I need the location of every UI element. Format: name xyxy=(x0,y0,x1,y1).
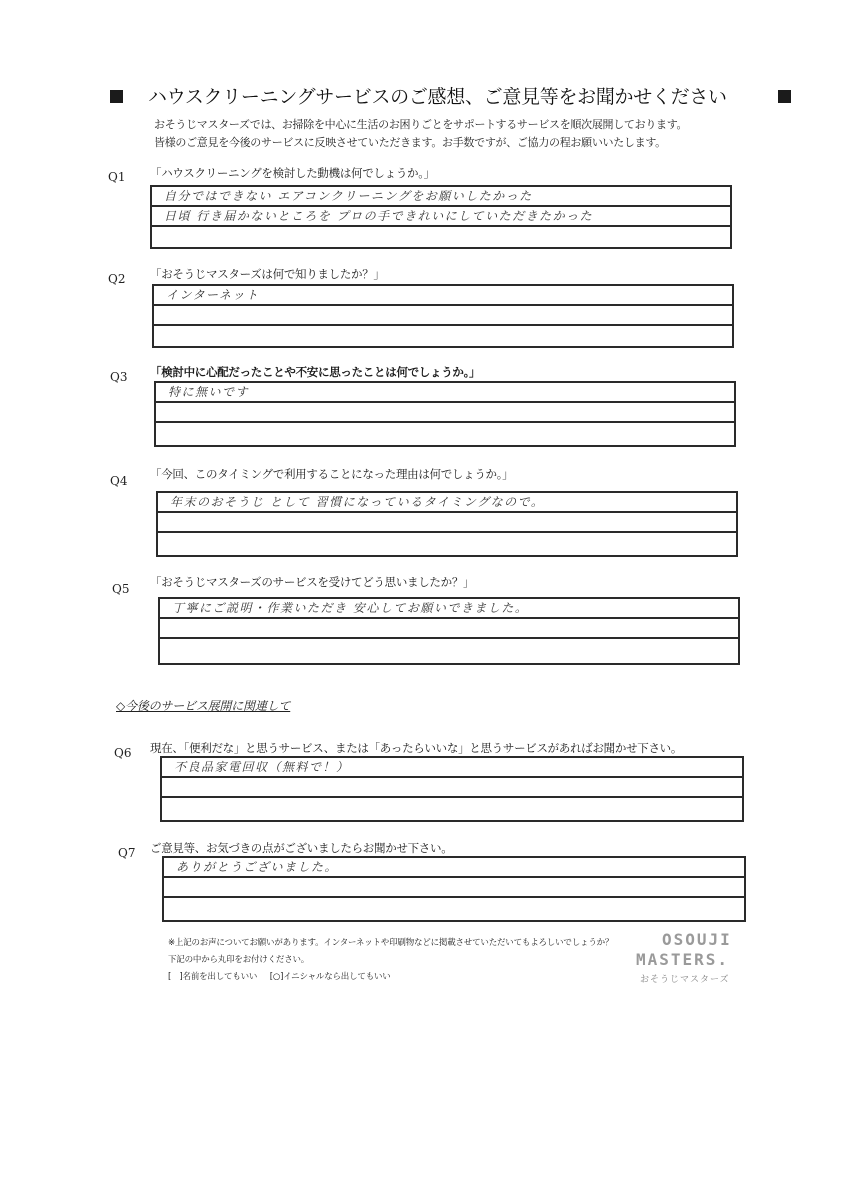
handwritten-answer: 自分ではできない エアコンクリーニングをお願いしたかった xyxy=(164,189,533,203)
question-label: Q7 xyxy=(118,846,136,860)
handwritten-answer: 年末のおそうじ として 習慣になっているタイミングなので。 xyxy=(170,495,545,509)
handwritten-answer: インターネット xyxy=(166,288,260,302)
question-text: ご意見等、お気づきの点がございましたらお聞かせ下さい。 xyxy=(150,841,453,855)
consent-note: ※上記のお声についてお願いがあります。インターネットや印刷物などに掲載させていただいてもよろしいでしょうか？ xyxy=(168,938,614,948)
consent-instruction: 下記の中から丸印をお付けください。 xyxy=(168,955,310,965)
section-heading: ◇今後のサービス展開に関連して xyxy=(116,699,291,713)
answer-box-q5[interactable] xyxy=(158,597,740,665)
question-text: 現在、「便利だな」と思うサービス、または「あったらいいな」と思うサービスがあればお聞かせ下さい。 xyxy=(150,741,683,755)
option-initial-checkbox[interactable]: [○]イニシャルなら出してもいい xyxy=(269,972,391,980)
answer-box-q6[interactable] xyxy=(160,756,744,822)
question-label: Q1 xyxy=(108,170,126,184)
intro-line: おそうじマスターズでは、お掃除を中心に生活のお困りごとをサポートするサービスを順次展開しております。 xyxy=(154,118,688,131)
answer-box-q1[interactable] xyxy=(150,185,732,249)
osouji-masters-logo xyxy=(636,930,766,986)
answer-box-q2[interactable] xyxy=(152,284,734,348)
logo-line: おそうじマスターズ xyxy=(640,975,730,985)
question-label: Q4 xyxy=(110,474,128,488)
handwritten-answer: 日頃 行き届かないところを プロの手できれいにしていただきたかった xyxy=(164,209,594,223)
question-label: Q2 xyxy=(108,272,126,286)
logo-line: MASTERS. xyxy=(636,950,730,969)
question-text: 「ハウスクリーニングを検討した動機は何でしょうか。」 xyxy=(150,166,435,180)
consent-options xyxy=(168,970,391,980)
question-text: 「今回、このタイミングで利用することになった理由は何でしょうか。」 xyxy=(150,467,514,481)
answer-box-q3[interactable] xyxy=(154,381,736,447)
handwritten-answer: ありがとうございました。 xyxy=(176,860,339,874)
question-text: 「おそうじマスターズのサービスを受けてどう思いましたか？」 xyxy=(150,575,475,589)
intro-text xyxy=(154,116,687,152)
question-label: Q6 xyxy=(114,746,132,760)
logo-line: OSOUJI xyxy=(662,930,732,949)
question-text: 「おそうじマスターズは何で知りましたか？」 xyxy=(150,267,385,281)
handwritten-answer: 不良品家電回収（無料で！） xyxy=(174,760,350,774)
intro-line: 皆様のご意見を今後のサービスに反映させていただきます。お手数ですが、ご協力の程お願いいたします。 xyxy=(154,136,666,149)
page-title: ハウスクリーニングサービスのご感想、ご意見等をお聞かせください xyxy=(148,86,727,108)
question-label: Q3 xyxy=(110,370,128,384)
answer-box-q4[interactable] xyxy=(156,491,738,557)
square-bullet-icon xyxy=(778,90,791,103)
form-header xyxy=(104,80,804,114)
square-bullet-icon xyxy=(110,90,123,103)
handwritten-answer: 特に無いです xyxy=(168,385,250,399)
handwritten-answer: 丁寧にご説明・作業いただき 安心してお願いできました。 xyxy=(172,601,529,615)
answer-box-q7[interactable] xyxy=(162,856,746,922)
option-name-checkbox[interactable]: [ ]名前を出してもいい xyxy=(168,972,258,980)
question-label: Q5 xyxy=(112,582,130,596)
question-text: 「検討中に心配だったことや不安に思ったことは何でしょうか。」 xyxy=(150,365,481,379)
